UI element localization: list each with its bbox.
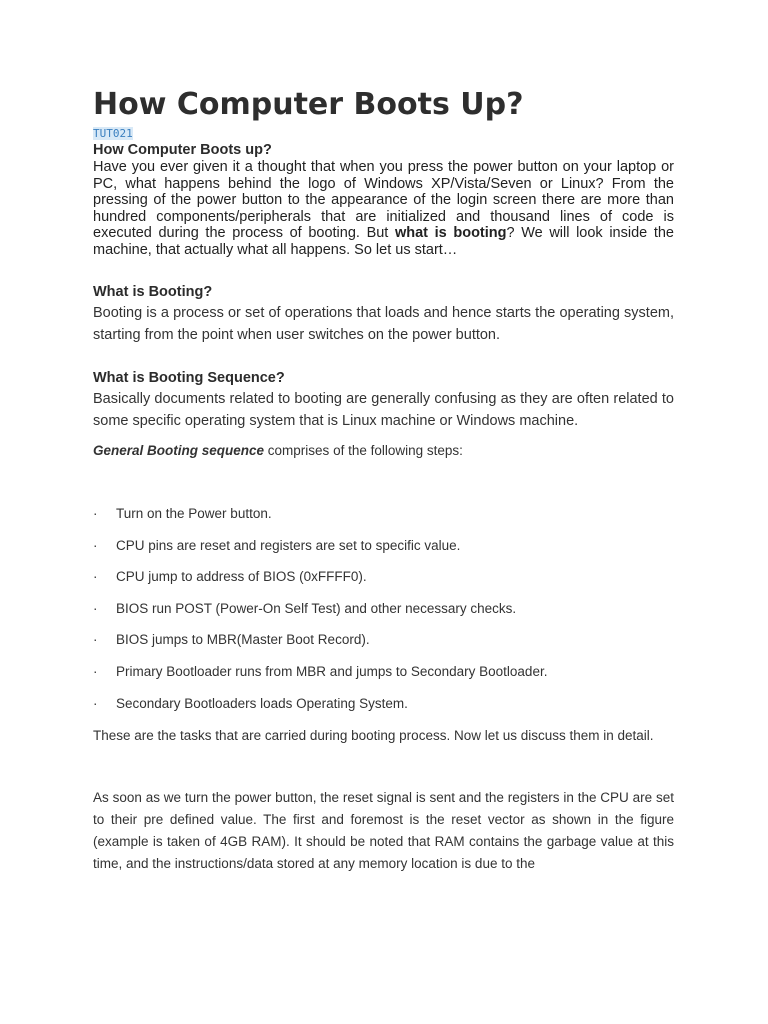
bullet-icon: ·	[93, 506, 98, 521]
closing-paragraph: As soon as we turn the power button, the reset signal is sent and the registers in the CPU are set to their pre defined value. The first and foremost is the reset vector as shown in the figure (example is taken of 4GB RAM). It should be noted that RAM contains the garbage value at this time, and the instructions/data stored at any memory location is due to the	[93, 790, 674, 872]
general-rest: comprises of the following steps:	[264, 443, 463, 458]
section-text-sequence: Basically documents related to booting are generally confusing as they are often related to some specific operating system that is Linux machine or Windows machine.	[93, 391, 674, 429]
list-item-text: Primary Bootloader runs from MBR and jumps to Secondary Bootloader.	[116, 663, 548, 679]
tutorial-tag[interactable]: TUT021	[93, 127, 133, 140]
subtitle-heading: How Computer Boots up?	[93, 142, 272, 158]
section-text-booting: Booting is a process or set of operations that loads and hence starts the operating system, starting from the point when user switches on the power button.	[93, 305, 674, 343]
bullet-icon: ·	[93, 632, 98, 648]
general-sequence-intro	[93, 440, 674, 462]
list-item-text: CPU pins are reset and registers are set to specific value.	[116, 537, 461, 553]
list-item-text: BIOS jumps to MBR(Master Boot Record).	[116, 632, 370, 648]
list-item	[93, 662, 674, 694]
intro-text-1: Have you ever given it a thought that when you press the power button on your laptop or PC, what happens behind the logo of Windows XP/Vista/Seven or Linux? From the pressing of the power button to the appearance of the login screen there are more than hundred components/peripherals that are initialized and thousand lines of code is executed during the process of booting. But	[93, 159, 674, 241]
list-item	[93, 504, 674, 536]
intro-text-2: ? We will look inside the machine, that actually what all happens. So let us start…	[93, 225, 674, 258]
list-item-text: BIOS run POST (Power-On Self Test) and other necessary checks.	[116, 600, 517, 616]
list-item	[93, 536, 674, 568]
bullet-icon: ·	[93, 537, 98, 553]
bullet-icon: ·	[93, 569, 98, 585]
summary-paragraph: These are the tasks that are carried during booting process. Now let us discuss them in detail.	[93, 728, 654, 744]
list-item	[93, 599, 674, 631]
list-item-text: Turn on the Power button.	[116, 506, 272, 521]
bullet-icon: ·	[93, 600, 98, 616]
section-heading-sequence: What is Booting Sequence?	[93, 370, 285, 386]
intro-bold: what is booting	[394, 225, 507, 241]
bullet-icon: ·	[93, 695, 98, 711]
list-item	[93, 630, 674, 662]
general-emphasis: General Booting sequence	[93, 443, 265, 458]
list-item	[93, 567, 674, 599]
intro-paragraph	[93, 159, 674, 258]
list-item-text: Secondary Bootloaders loads Operating System.	[116, 695, 408, 711]
document-content	[93, 86, 674, 875]
section-heading-booting: What is Booting?	[93, 284, 213, 300]
bullet-icon: ·	[93, 663, 98, 679]
list-item	[93, 694, 674, 726]
document-title: How Computer Boots Up?	[93, 87, 524, 122]
list-item-text: CPU jump to address of BIOS (0xFFFF0).	[116, 569, 367, 585]
boot-steps-list	[93, 504, 674, 725]
